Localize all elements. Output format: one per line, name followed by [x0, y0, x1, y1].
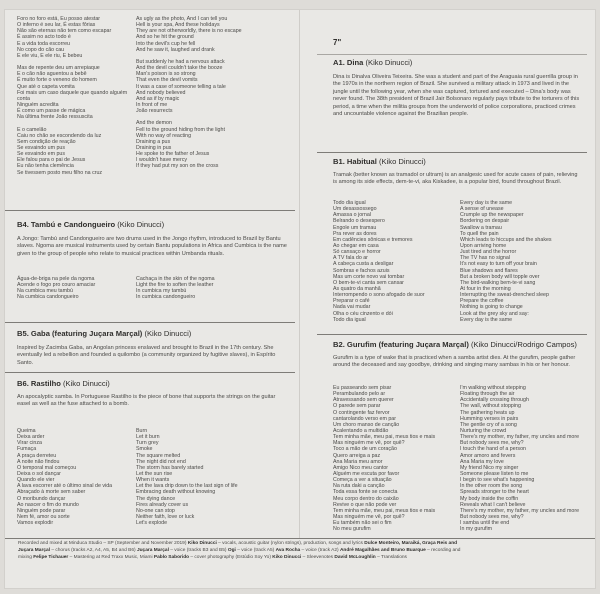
lyric-line: Foi mais um caso daquele que quando alguém [17, 89, 128, 96]
lyric-line: Se esvaindo em pus [17, 151, 65, 158]
lyric-line: Ninguém pode parar [17, 507, 66, 514]
lyric-line: Ninguém acredita [17, 101, 59, 108]
lyric-line: Blue shadows and flares [460, 267, 518, 274]
lyric-line: Água-de-briga na pele da ngoma [17, 276, 95, 282]
lyric-line: Belrando o desespero [333, 218, 385, 225]
lyric-line: É muito forte o veneno do homem [17, 77, 97, 84]
lyric-line: Draining in pus [136, 144, 172, 151]
lyric-line: Every day is the same [460, 316, 513, 323]
lyrics-top-left [17, 16, 127, 176]
lyric-line: Eu também não sei o fim [333, 520, 392, 527]
lyric-line: Deixa arder [17, 434, 45, 441]
lyric-line: There's my mother, my father, my uncles and more [460, 434, 580, 441]
track-title-a1: A1. Dina (Kiko Dinucci) [333, 58, 413, 67]
lyric-line: The dying dance [136, 495, 176, 502]
lyric-line: Embracing death without knowing [136, 489, 216, 496]
lyric-line: Tem minha mãe, meu pai, meus tios e mais [333, 507, 436, 514]
lyric-line: Alguém me escuta por favor [333, 470, 400, 477]
lyric-line: Spreads stronger to the heart [460, 489, 529, 496]
lyric-line: It was a case of someone telling a tale [136, 83, 226, 90]
lyrics-b2-en [460, 385, 579, 532]
lyric-line: O moribundo dançar [17, 495, 66, 502]
lyric-line: A sense of unease [460, 206, 504, 213]
lyric-line: Crumple up the newspaper [460, 212, 524, 219]
lyric-line: Fell to the ground hiding from the light [136, 126, 225, 133]
track-title-b6: B6. Rastilho (Kiko Dinucci) [17, 379, 110, 388]
lyric-line: Queima [17, 428, 36, 434]
footer-divider [5, 538, 595, 539]
lyric-line: Só cansaço e horror [333, 249, 381, 256]
lyric-line: Sombras e fachos azuis [333, 267, 390, 274]
lyric-line: Olha o céu cinzento e dói [333, 310, 393, 317]
lyric-line: O contingente faz fervor [333, 409, 390, 416]
lyric-line: O temporal mal começou [17, 464, 77, 471]
lyric-line: I samba until the end [460, 520, 510, 527]
lyric-line: Eu não tenha clemência [17, 163, 74, 170]
lyric-line: Acalentando a multidão [333, 427, 389, 434]
track-title-b2: B2. Gurufim (featuring Juçara Marçal) (Kiko Dinucci/Rodrigo Campos) [333, 340, 577, 349]
lyric-line: Virar cinza [17, 440, 42, 447]
lyric-line: When it wants [136, 477, 170, 484]
lyric-line: Nothing is going to change [460, 304, 523, 311]
lyric-line: É assim no acto todo é [17, 34, 71, 41]
lyric-line: Perambulando pelo ar [333, 391, 386, 398]
lyric-line: And the demon [136, 120, 172, 127]
lyric-line: João resurrects [136, 108, 173, 115]
lyric-line: Na última frente João ressuscita [17, 114, 93, 121]
lyric-line: I touch the hand of a person [460, 446, 526, 453]
lyric-line: Look at the grey sky and say: [460, 310, 529, 317]
lyric-line: Eu passeando sem pisar [333, 385, 392, 391]
lyric-line: Que até o capeta vomita [17, 83, 75, 90]
lyric-line: Every day is the same [460, 200, 513, 206]
lyric-line: Quando ele vier [17, 477, 55, 484]
lyric-line: Abraçado à morte sem saber [17, 489, 86, 496]
track-title-b1: B1. Habitual (Kiko Dinucci) [333, 157, 426, 166]
lyric-line: A praça derreteu [17, 452, 57, 459]
lyric-line: He spoke to the father of Jesus [136, 151, 210, 158]
lyric-line: No-one can stop [136, 507, 175, 514]
lyric-line: Someone please listen to me [460, 470, 529, 477]
lyric-line: Um desassossego [333, 206, 377, 213]
lyric-line: conta [17, 95, 30, 102]
lyrics-b6-pt [17, 428, 112, 526]
lyric-line: At four in the morning [460, 285, 511, 292]
lyrics-b1-pt [333, 200, 425, 323]
track-title-b5: B5. Gaba (featuring Juçara Marçal) (Kiko Dinucci) [17, 329, 192, 338]
lyric-line: Ao nascer o fim do mundo [17, 501, 79, 508]
lyric-line: Meu corpo dentro do caixão [333, 495, 399, 502]
lyrics-b6-en [136, 428, 238, 526]
divider [317, 54, 587, 55]
lyric-line: Todo dia igual [333, 316, 366, 323]
lyric-line: Nada vai mudar [333, 304, 371, 311]
lyric-line: Just tired and the horror [460, 249, 517, 256]
lyric-line: A cabeça custa a desligar [333, 261, 394, 268]
lyric-line: My friend Nico my singer [460, 464, 519, 471]
lyric-line: The square melted [136, 452, 181, 459]
lyric-line: In cumbica candongueiro [136, 294, 196, 301]
lyric-line: Engole um tramau [333, 224, 377, 231]
lyric-line: Sem condição de reação [17, 138, 76, 145]
lyric-line: Let the lava drip down to the last sign of life [136, 483, 238, 490]
lyric-line: O parede sem parar [333, 403, 381, 410]
lyric-line: Começa a ver a situação [333, 477, 392, 484]
lyric-line: Floating through the air [460, 391, 515, 398]
lyric-line: Não são eternas não tem como escapar [17, 28, 112, 35]
lyric-line: Nem fé, amor ou sorte [17, 513, 70, 520]
lyric-line: Amassa o jornal [333, 212, 371, 219]
lyric-line: Accidentally crossing through [460, 397, 529, 404]
credits-footer: Recorded and mixed at Minduca Studio – SP (September and November 2019) Kiko Dinucci – vocals, acoustic guitar (nylon strings), production, songs and lyrics Dulce Monteiro, Maraiká, Graça Reis and Juçara Marçal – chorus (tracks A2, A4, A5, B4 and B6) Juçara Marçal – voice (tracks B3 and B5) Ogi – voice (track A5) Ava Rocha – voice (track A2) André Magalhães and Bruno Buarque – recording and mixing Felipe Tichauer – Mastering at Red Traxx Music, Miami Pablo Saborido – cover photography (Estúdio Soy Yo) Kiko Dinucci – Sleevenotes David McLoughlin – Translations [18, 541, 461, 560]
divider [5, 322, 295, 323]
lyric-line: I'm walking without stepping [460, 385, 526, 391]
lyric-line: Tem minha mãe, meu pai, meus tios e mais [333, 434, 436, 441]
track-desc-a1: Dina is Dinalva Oliveira Teixeira. She was a student and part of the Araguaia rural guerrilla group in the 1970s in the northern region of Brazil. She survived a military attack in 1973 and lived in the jungle until the following year, when she was captured, tortured and executed – Dina's body was never found. The 38th president of Brazil Jair Bolsonaro regularly pays tribute to the torturers of this period, a time when the militia groups from the underworld of police corporations, practiced crimes and uncountable violence against the Brazilian people. [333, 74, 580, 118]
lyric-line: Vamos explodir [17, 520, 54, 527]
lyric-line: Se esvaindo um pus [17, 144, 65, 151]
lyric-line: As ugly as the photo, And I can tell you [136, 16, 228, 22]
lyrics-b4-en [136, 276, 215, 301]
lyric-line: Um choro manso de canção [333, 421, 400, 428]
lyric-line: And as if by magic [136, 95, 180, 102]
lyric-line: Atravessando sem querer [333, 397, 394, 404]
lyric-line: E o camelão [17, 126, 47, 133]
lyric-line: Interrompendo o sono afogado de suor [333, 292, 425, 299]
lyric-line: Toda essa fonte se conecta [333, 489, 398, 496]
lyric-line: Humming verses in pairs [460, 415, 519, 422]
lyric-line: In cumbica my tambú [136, 288, 187, 295]
lyric-line: Let's explode [136, 520, 168, 527]
lyric-line: I wouldn't have mercy [136, 157, 188, 164]
track-title-b4: B4. Tambú e Candongueiro (Kiko Dinucci) [17, 220, 165, 229]
track-desc-b1: Tramak (better known as tramadol or ultram) is an analgesic used for acute cases of pain, relieving is among its side effects, dem-te-vi, aka Kiskadee, is a popular bird, found throughout Brazil. [333, 172, 578, 186]
lyrics-b1-en [460, 200, 552, 323]
lyric-line: Caiu no chão se escondendo da luz [17, 132, 102, 139]
lyric-line: Swallow a tramau [460, 224, 502, 231]
divider [317, 152, 587, 153]
center-fold [299, 10, 300, 538]
lyric-line: Na cumbica meu tambú [17, 288, 73, 295]
lyric-line: The gentle cry of a song [460, 421, 517, 428]
lyric-line: Fires already cover us [136, 501, 189, 508]
track-desc-b2: Gurufim is a type of wake that is practiced when a samba artist dies. At the gurufim, people gather around the deceased and say goodbye, drinking and singing many sambas in his or her honour. [333, 355, 576, 369]
lyric-line: Amor amoro and fevers [460, 452, 516, 459]
lyric-line: A noite não findou [17, 458, 60, 465]
lyric-line: The TV has no signal [460, 255, 510, 262]
lyric-line: As quatro da manhã [333, 285, 381, 292]
lyric-line: To quell the pain [460, 230, 499, 237]
lyric-line: Preparar o café [333, 298, 370, 305]
lyrics-b4-pt [17, 276, 95, 301]
lyric-line: Smoke [136, 446, 153, 453]
lyric-line: But nobody sees me, why? [460, 440, 524, 447]
lyric-line: Revive o que não pode ver [333, 501, 397, 508]
lyric-line: My body inside the coffin [460, 495, 519, 502]
lyric-line: Mas ninguém me vê, por quê? [333, 440, 405, 447]
lyric-line: That even the devil vomits [136, 77, 198, 84]
lyric-line: E o cão não aguentou a bebê [17, 71, 87, 78]
lyric-line: Turn grey [136, 440, 159, 447]
lyric-line: E a vida toda escorreu [17, 40, 70, 47]
lyric-line: O bem-te-vi canta sem cansar [333, 279, 404, 286]
lyric-line: Interrupting the sweat-drenched sleep [460, 292, 549, 299]
lyric-line: Ele falou para o pai de Jesus [17, 157, 86, 164]
lyric-sheet [5, 10, 595, 588]
lyric-line: There's my mother, my father, my uncles and more [460, 507, 580, 514]
lyric-line: Fumaça [17, 446, 37, 453]
lyric-line: Amigo Nico meu cantor [333, 464, 389, 471]
lyric-line: Todo dia igual [333, 200, 366, 206]
lyric-line: Let the sun rise [136, 470, 173, 477]
lyric-line: I begin to see what's happening [460, 477, 535, 484]
lyric-line: A TV fala do ar [333, 255, 368, 262]
lyric-line: Cachaça in the skin of the ngoma [136, 276, 215, 282]
lyrics-top-right [136, 16, 242, 170]
lyric-line: Neither faith, love or luck [136, 513, 195, 520]
lyric-line: Upon arriving home [460, 242, 507, 249]
lyric-line: Ana Maria meu amor [333, 458, 383, 465]
lyric-line: Foro no foro está, Eu posso atestar [17, 16, 101, 22]
divider [5, 210, 295, 211]
lyric-line: The night did not end [136, 458, 186, 465]
lyric-line: A lava escorrer até o último sinal de vida [17, 483, 113, 490]
lyric-line: Deixa o sol dançar [17, 470, 61, 477]
lyric-line: É como um passe de mágica [17, 108, 86, 115]
divider [5, 372, 295, 373]
lyric-line: And the devil couldn't take the booze [136, 65, 223, 72]
lyric-line: Nurturing the crowd [460, 427, 507, 434]
lyric-line: Reveals what I can't believe [460, 501, 526, 508]
lyric-line: Acende o fogo pro couro amaciar [17, 282, 96, 289]
lyric-line: Which leads to hiccups and the shakes [460, 236, 552, 243]
track-desc-b5: Inspired by Zacimba Gaba, an Angolan princess enslaved and brought to Brazil in the 17th century. She eventually led a rebellion and founded a quilombo (a community organized by fugitive slaves), in Espírito Santo. [17, 345, 276, 366]
lyric-line: Pra rever as dores [333, 230, 377, 237]
lyric-line: But suddenly he had a nervous attack [136, 58, 225, 65]
lyric-line: The wall, without stopping [460, 403, 521, 410]
lyric-line: Let it burn [136, 434, 160, 441]
lyric-line: In front of me [136, 101, 168, 108]
lyric-line: And nobody believed [136, 89, 186, 96]
lyric-line: Na cumbica candongueiro [17, 294, 79, 301]
lyric-line: Ana Maria my love [460, 458, 504, 465]
lyric-line: Mas de repente deu um arrepiaque [17, 65, 100, 72]
lyric-line: The bird-walking bem-te-vi sang [460, 279, 536, 286]
lyric-line: E ele viu, E ele riu, E bebeu [17, 52, 83, 59]
lyric-line: And he saw it, laughed and drank [136, 46, 215, 53]
lyric-line: Into the devil's cup he fell [136, 40, 196, 47]
divider [317, 334, 587, 335]
lyric-line: No copo do cão cau [17, 46, 65, 53]
lyric-line: cantarolando verso em par [333, 415, 397, 422]
side-label: 7" [333, 38, 342, 47]
lyric-line: Bordering on despair [460, 218, 510, 225]
lyric-line: In the other room the song [460, 483, 523, 490]
lyric-line: The gathering heats up [460, 409, 515, 416]
lyric-line: No meu gurufim [333, 526, 371, 533]
lyric-line: Mas um corte novo vai tombar [333, 273, 405, 280]
lyric-line: But nobody sees me, why? [460, 513, 524, 520]
lyric-line: But a broken body will topple over [460, 273, 540, 280]
lyric-line: Se tivessem posto meu filho na cruz [17, 169, 103, 176]
lyric-line: If they had put my son on the cross [136, 163, 219, 170]
track-desc-b4: A Jongo: Tambú and Candongueiro are two drums used in the Jongo rhythm, introduced to Brazil by Bantu slaves. Ngoma are musical instruments used by certain Bantu populations in Africa and Cumbica is the name given to the group of people who relate to musical practices within Umbanda rituals. [17, 236, 287, 257]
lyric-line: They are not otherworldly, there is no escape [136, 28, 242, 35]
lyric-line: Toco a mão de um coração [333, 446, 397, 453]
lyric-line: The storm has barely started [136, 464, 204, 471]
lyric-line: Quero arreiga a paz [333, 452, 381, 459]
lyric-line: Na ruta daki a canção [333, 483, 385, 490]
lyric-line: Hell is your spa, And these holidays [136, 22, 220, 29]
lyric-line: Man's poison is so strong [136, 71, 196, 78]
lyric-line: Em cadêncies sônicas e tremores [333, 236, 413, 243]
track-desc-b6: An apocalyptic samba. In Portuguese Rastilho is the piece of bone that supports the strings on the guitar easel as well as the fuse attached to a bomb. [17, 394, 276, 408]
lyric-line: And so he hit the ground [136, 34, 194, 41]
lyric-line: Light the fire to soften the leather [136, 282, 214, 289]
lyric-line: Burn [136, 428, 148, 434]
lyric-line: With no way of reacting [136, 132, 192, 139]
lyric-line: It's not easy to turn off your brain [460, 261, 537, 268]
lyric-line: Prepare the coffee [460, 298, 504, 305]
lyric-line: Mas ninguém me vê, por quê? [333, 513, 405, 520]
lyric-line: Ao chegar em casa [333, 242, 379, 249]
lyric-line: Draining a pus [136, 138, 171, 145]
lyric-line: O inferno é seu lar, É estas fôrias [17, 22, 96, 29]
lyrics-b2-pt [333, 385, 435, 532]
lyric-line: In my gurufim [460, 526, 493, 533]
